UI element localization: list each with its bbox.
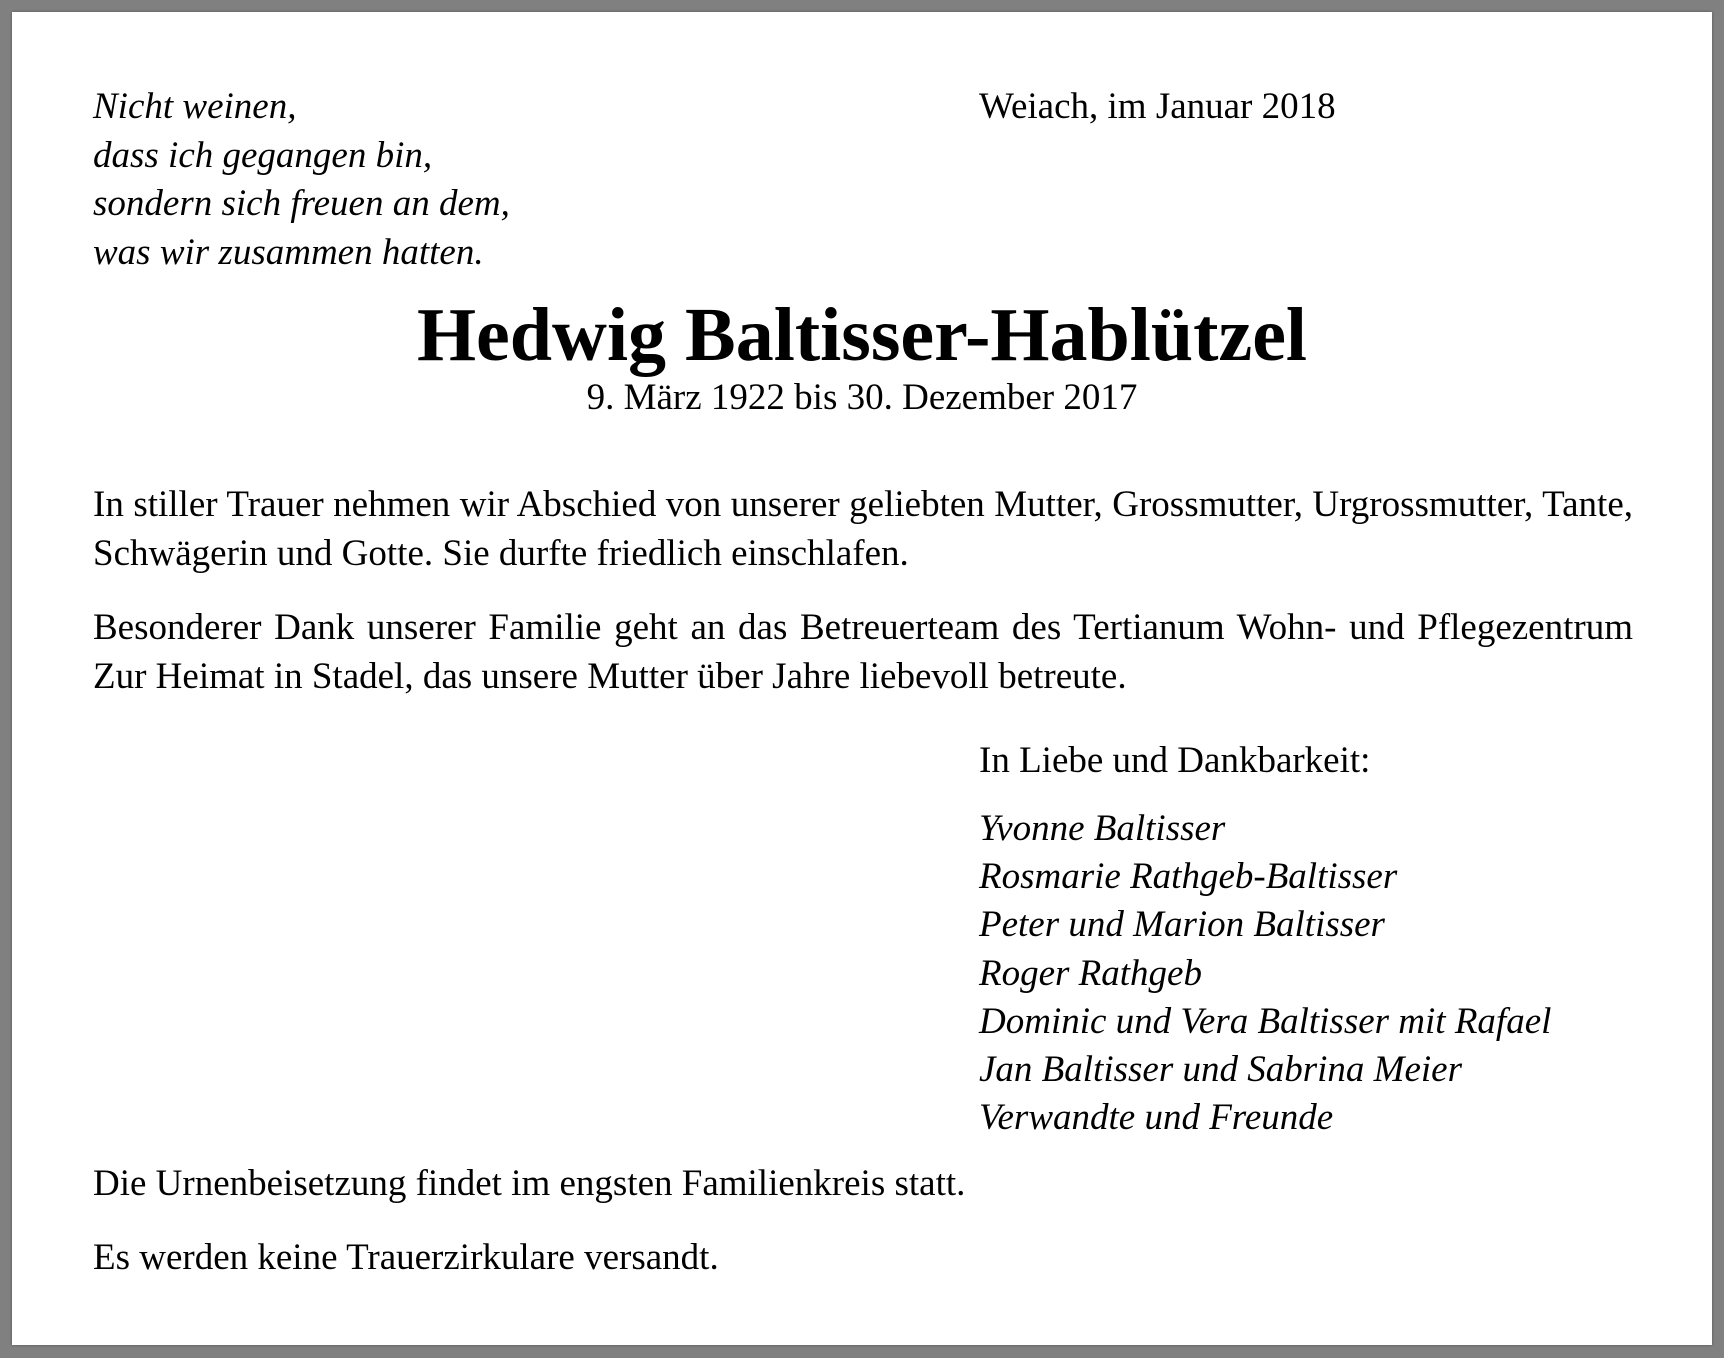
deceased-name: Hedwig Baltisser-Hablützel	[416, 293, 1308, 377]
signatory: Yvonne Baltisser	[979, 808, 1226, 849]
signatory: Verwandte und Freunde	[979, 1097, 1334, 1139]
signatory: Peter und Marion Baltisser	[979, 904, 1385, 946]
signatory: Jan Baltisser und Sabrina Meier	[979, 1049, 1463, 1091]
burial-note: Die Urnenbeisetzung findet im engsten Familienkreis statt.	[93, 1163, 966, 1204]
signatory: Roger Rathgeb	[979, 952, 1202, 994]
life-dates: 9. März 1922 bis 30. Dezember 2017	[586, 377, 1138, 418]
signatories-list	[979, 805, 1551, 1142]
closing-phrase: In Liebe und Dankbarkeit:	[979, 740, 1371, 781]
motto-line: was wir zusammen hatten.	[93, 231, 484, 273]
signatory: Rosmarie Rathgeb-Baltisser	[979, 856, 1398, 898]
thanks-paragraph: Besonderer Dank unserer Familie geht an das Betreuerteam des Tertianum Wohn- und Pflegezentrum Zur Heimat in Stadel, das unsere Mutter über Jahre liebevoll betreute.	[93, 607, 1633, 697]
motto-line: Nicht weinen,	[93, 86, 297, 127]
motto-line: dass ich gegangen bin,	[93, 134, 433, 176]
motto-verse	[93, 83, 510, 277]
signatory: Dominic und Vera Baltisser mit Rafael	[979, 1000, 1552, 1042]
obituary-page	[12, 12, 1712, 1345]
place-date: Weiach, im Januar 2018	[979, 86, 1336, 127]
motto-line: sondern sich freuen an dem,	[93, 183, 510, 224]
mourning-paragraph: In stiller Trauer nehmen wir Abschied von unserer geliebten Mutter, Grossmutter, Urgrossmutter, Tante, Schwägerin und Gotte. Sie durfte friedlich einschlafen.	[93, 484, 1633, 574]
circular-note: Es werden keine Trauerzirkulare versandt.	[93, 1237, 719, 1278]
